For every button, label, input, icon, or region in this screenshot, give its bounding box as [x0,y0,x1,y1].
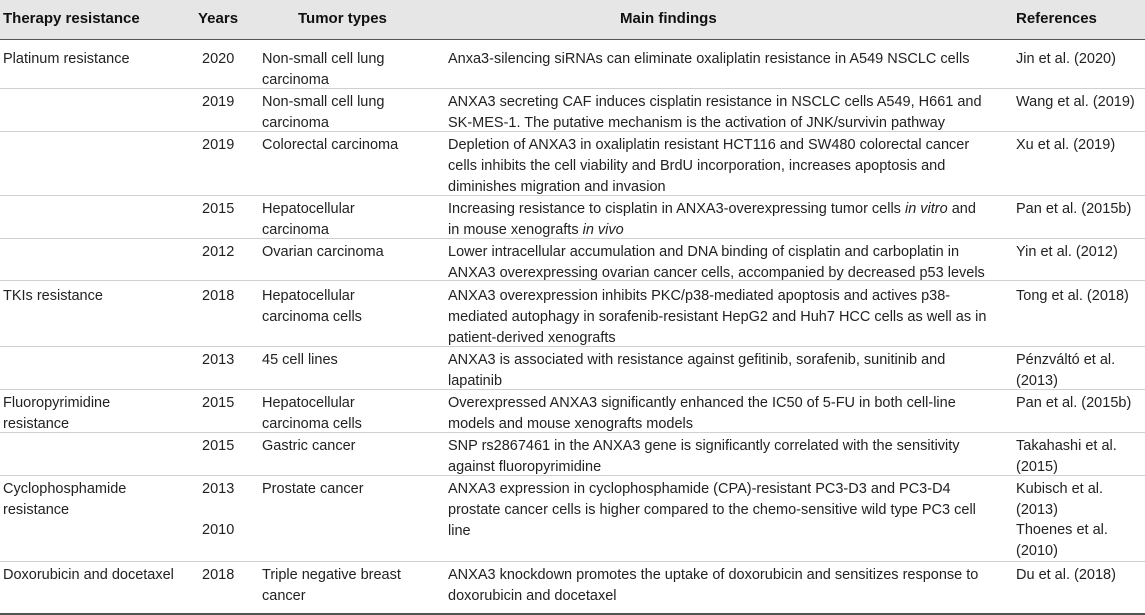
tumor-cell: 45 cell lines [262,352,338,368]
finding-text: patient-derived xenografts [448,330,616,346]
finding-line [448,199,976,219]
finding-text: ANXA3 is associated with resistance against gefitinib, sorafenib, sunitinib and [448,352,946,368]
tumor-cell: Non-small cell lung [262,51,385,67]
finding-line [448,565,978,585]
finding-text: against fluoropyrimidine [448,459,602,475]
year-cell: 2015 [202,438,235,454]
finding-text: and [947,201,976,217]
therapy-cell: Cyclophosphamide [3,481,127,497]
finding-line [448,113,945,133]
finding-text: ANXA3 expression in cyclophosphamide (CPA)-resistant PC3-D3 and PC3-D4 [448,481,951,497]
tumor-cell: carcinoma [262,222,329,238]
finding-text: in vivo [582,222,624,238]
therapy-cell: resistance [3,416,70,432]
finding-text: Overexpressed ANXA3 significantly enhanced the IC50 of 5-FU in both cell-line [448,395,956,411]
tumor-cell: Hepatocellular [262,201,355,217]
finding-text: in vitro [904,201,948,217]
finding-line [448,177,666,197]
finding-text: Increasing resistance to cisplatin in ANXA3-overexpressing tumor cells [448,201,905,217]
tumor-cell: Hepatocellular [262,395,355,411]
finding-line [448,242,959,262]
year-cell: 2015 [202,201,235,217]
finding-line [448,371,502,391]
reference-cell: Thoenes et al. [1016,522,1108,538]
finding-line [448,457,601,477]
finding-text: cells inhibits the cell viability and BrdU incorporation, increases apoptosis and [448,158,946,174]
year-cell: 2019 [202,137,235,153]
header-years: Years [198,10,239,27]
row-divider [0,561,1145,562]
finding-text: doxorubicin and docetaxel [448,588,617,604]
finding-text: SNP rs2867461 in the ANXA3 gene is significantly correlated with the sensitivity [448,438,960,454]
finding-line [448,414,693,434]
finding-line [448,286,950,306]
finding-line [448,350,945,370]
header-references: References [1016,10,1097,27]
header-main-findings: Main findings [620,10,717,27]
year-cell: 2013 [202,352,235,368]
reference-cell: Xu et al. (2019) [1016,137,1116,153]
year-cell: 2018 [202,567,235,583]
finding-text: ANXA3 knockdown promotes the uptake of doxorubicin and sensitizes response to [448,567,979,583]
reference-cell: Pénzváltó et al. [1016,352,1116,368]
finding-line [448,220,624,240]
year-cell: 2010 [202,522,235,538]
reference-cell: (2013) [1016,502,1058,518]
reference-cell: (2013) [1016,373,1058,389]
tumor-cell: Non-small cell lung [262,94,385,110]
therapy-cell: Fluoropyrimidine [3,395,111,411]
finding-text: in mouse xenografts [448,222,583,238]
tumor-cell: Prostate cancer [262,481,364,497]
header-therapy-resistance: Therapy resistance [3,10,140,27]
reference-cell: Kubisch et al. [1016,481,1104,497]
tumor-cell: Triple negative breast [262,567,401,583]
finding-line [448,92,982,112]
reference-cell: Yin et al. (2012) [1016,244,1118,260]
year-cell: 2019 [202,94,235,110]
tumor-cell: carcinoma cells [262,416,362,432]
finding-text: ANXA3 overexpressing ovarian cancer cells, accompanied by decreased p53 levels [448,265,985,281]
finding-line [448,49,969,69]
finding-text: ANXA3 secreting CAF induces cisplatin resistance in NSCLC cells A549, H661 and [448,94,982,110]
finding-line [448,307,986,327]
finding-text: mediated autophagy in sorafenib-resistant HepG2 and Huh7 HCC cells as well as in [448,309,987,325]
reference-cell: (2015) [1016,459,1058,475]
header-tumor-types: Tumor types [298,10,387,27]
tumor-cell: carcinoma cells [262,309,362,325]
finding-text: models and mouse xenografts models [448,416,694,432]
year-cell: 2012 [202,244,235,260]
reference-cell: Jin et al. (2020) [1016,51,1116,67]
finding-text: lapatinib [448,373,503,389]
year-cell: 2015 [202,395,235,411]
finding-text: diminishes migration and invasion [448,179,666,195]
finding-text: prostate cancer cells is higher compared to the chemo-sensitive wild type PC3 cell [448,502,976,518]
finding-line [448,500,976,520]
finding-line [448,393,956,413]
finding-text: Anxa3-silencing siRNAs can eliminate oxaliplatin resistance in A549 NSCLC cells [448,51,970,67]
finding-text: Lower intracellular accumulation and DNA binding of cisplatin and carboplatin in [448,244,960,260]
tumor-cell: carcinoma [262,72,329,88]
table-header [0,0,1145,40]
finding-line [448,328,616,348]
therapy-cell: Doxorubicin and docetaxel [3,567,174,583]
finding-text: SK-MES-1. The putative mechanism is the activation of JNK/survivin pathway [448,115,945,131]
table-bottom-rule [0,613,1145,615]
therapy-cell: resistance [3,502,70,518]
year-cell: 2020 [202,51,235,67]
reference-cell: Pan et al. (2015b) [1016,201,1132,217]
tumor-cell: Ovarian carcinoma [262,244,384,260]
reference-cell: Wang et al. (2019) [1016,94,1135,110]
finding-text: line [448,523,471,539]
tumor-cell: cancer [262,588,306,604]
finding-text: ANXA3 overexpression inhibits PKC/p38-mediated apoptosis and actives p38- [448,288,951,304]
reference-cell: Takahashi et al. [1016,438,1117,454]
tumor-cell: carcinoma [262,115,329,131]
finding-line [448,521,471,541]
year-cell: 2018 [202,288,235,304]
therapy-cell: Platinum resistance [3,51,130,67]
finding-text: Depletion of ANXA3 in oxaliplatin resistant HCT116 and SW480 colorectal cancer [448,137,970,153]
reference-cell: (2010) [1016,543,1058,559]
finding-line [448,479,951,499]
reference-cell: Du et al. (2018) [1016,567,1116,583]
tumor-cell: Hepatocellular [262,288,355,304]
therapy-cell: TKIs resistance [3,288,103,304]
reference-cell: Pan et al. (2015b) [1016,395,1132,411]
finding-line [448,263,985,283]
tumor-cell: Gastric cancer [262,438,356,454]
tumor-cell: Colorectal carcinoma [262,137,399,153]
year-cell: 2013 [202,481,235,497]
row-divider [0,389,1145,390]
finding-line [448,156,945,176]
finding-line [448,436,960,456]
row-divider [0,88,1145,89]
finding-line [448,586,616,606]
reference-cell: Tong et al. (2018) [1016,288,1129,304]
finding-line [448,135,969,155]
